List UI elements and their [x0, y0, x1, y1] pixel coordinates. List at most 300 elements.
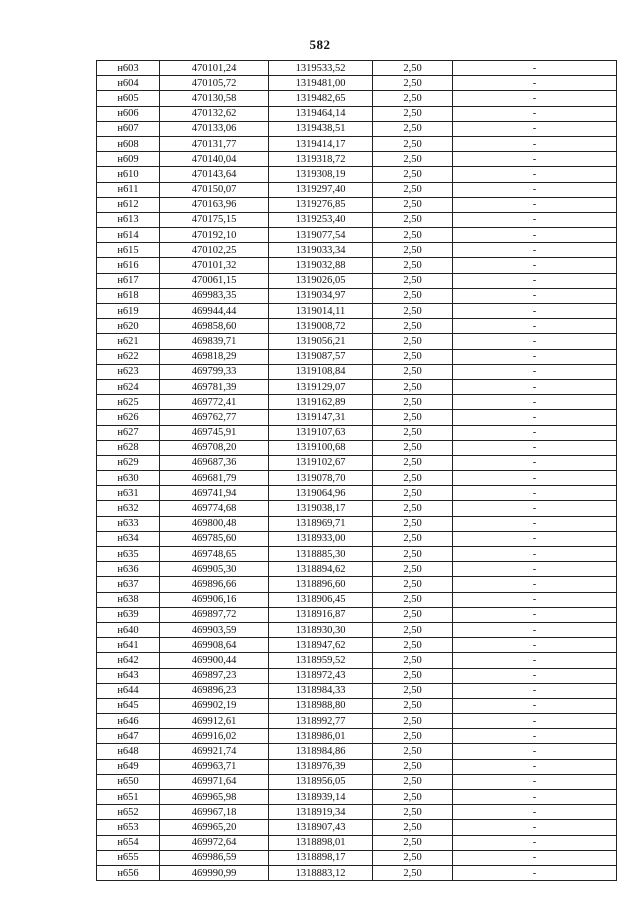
error-value-cell: 2,50 — [373, 76, 453, 91]
table-row — [97, 167, 617, 182]
error-value-cell: 2,50 — [373, 820, 453, 835]
note-cell: - — [453, 638, 617, 653]
point-id-cell: н648 — [97, 744, 160, 759]
point-id-cell: н649 — [97, 759, 160, 774]
table-row — [97, 653, 617, 668]
x-coordinate-cell: 469772,41 — [160, 395, 269, 410]
error-value-cell: 2,50 — [373, 607, 453, 622]
y-coordinate-cell: 1319253,40 — [269, 212, 373, 227]
y-coordinate-cell: 1319147,31 — [269, 410, 373, 425]
point-id-cell: н614 — [97, 228, 160, 243]
x-coordinate-cell: 469745,91 — [160, 425, 269, 440]
error-value-cell: 2,50 — [373, 744, 453, 759]
point-id-cell: н604 — [97, 76, 160, 91]
point-id-cell: н620 — [97, 319, 160, 334]
error-value-cell: 2,50 — [373, 410, 453, 425]
y-coordinate-cell: 1319107,63 — [269, 425, 373, 440]
y-coordinate-cell: 1318907,43 — [269, 820, 373, 835]
point-id-cell: н618 — [97, 288, 160, 303]
note-cell: - — [453, 744, 617, 759]
note-cell: - — [453, 152, 617, 167]
note-cell: - — [453, 364, 617, 379]
note-cell: - — [453, 410, 617, 425]
table-row — [97, 501, 617, 516]
x-coordinate-cell: 470130,58 — [160, 91, 269, 106]
y-coordinate-cell: 1319008,72 — [269, 319, 373, 334]
table-row — [97, 243, 617, 258]
table-row — [97, 319, 617, 334]
note-cell: - — [453, 805, 617, 820]
y-coordinate-cell: 1318894,62 — [269, 562, 373, 577]
x-coordinate-cell: 469897,72 — [160, 607, 269, 622]
note-cell: - — [453, 501, 617, 516]
y-coordinate-cell: 1319077,54 — [269, 228, 373, 243]
point-id-cell: н631 — [97, 486, 160, 501]
y-coordinate-cell: 1318959,52 — [269, 653, 373, 668]
point-id-cell: н656 — [97, 865, 160, 880]
y-coordinate-cell: 1319162,89 — [269, 395, 373, 410]
table-row — [97, 516, 617, 531]
y-coordinate-cell: 1318988,80 — [269, 698, 373, 713]
point-id-cell: н612 — [97, 197, 160, 212]
table-row — [97, 182, 617, 197]
note-cell: - — [453, 622, 617, 637]
note-cell: - — [453, 668, 617, 683]
note-cell: - — [453, 212, 617, 227]
table-row — [97, 197, 617, 212]
table-row — [97, 622, 617, 637]
error-value-cell: 2,50 — [373, 531, 453, 546]
y-coordinate-cell: 1319533,52 — [269, 61, 373, 76]
error-value-cell: 2,50 — [373, 197, 453, 212]
y-coordinate-cell: 1319014,11 — [269, 304, 373, 319]
note-cell: - — [453, 76, 617, 91]
y-coordinate-cell: 1318930,30 — [269, 622, 373, 637]
note-cell: - — [453, 395, 617, 410]
point-id-cell: н637 — [97, 577, 160, 592]
point-id-cell: н654 — [97, 835, 160, 850]
coordinates-table — [96, 60, 617, 881]
y-coordinate-cell: 1319438,51 — [269, 121, 373, 136]
y-coordinate-cell: 1318906,45 — [269, 592, 373, 607]
table-row — [97, 547, 617, 562]
note-cell: - — [453, 547, 617, 562]
note-cell: - — [453, 759, 617, 774]
error-value-cell: 2,50 — [373, 121, 453, 136]
y-coordinate-cell: 1318972,43 — [269, 668, 373, 683]
x-coordinate-cell: 469687,36 — [160, 455, 269, 470]
y-coordinate-cell: 1318933,00 — [269, 531, 373, 546]
table-row — [97, 136, 617, 151]
x-coordinate-cell: 469908,64 — [160, 638, 269, 653]
x-coordinate-cell: 469799,33 — [160, 364, 269, 379]
point-id-cell: н636 — [97, 562, 160, 577]
y-coordinate-cell: 1319414,17 — [269, 136, 373, 151]
error-value-cell: 2,50 — [373, 304, 453, 319]
point-id-cell: н634 — [97, 531, 160, 546]
x-coordinate-cell: 469965,20 — [160, 820, 269, 835]
x-coordinate-cell: 469965,98 — [160, 790, 269, 805]
table-row — [97, 577, 617, 592]
y-coordinate-cell: 1318984,33 — [269, 683, 373, 698]
table-row — [97, 91, 617, 106]
point-id-cell: н615 — [97, 243, 160, 258]
table-row — [97, 410, 617, 425]
note-cell: - — [453, 91, 617, 106]
point-id-cell: н651 — [97, 790, 160, 805]
note-cell: - — [453, 319, 617, 334]
error-value-cell: 2,50 — [373, 622, 453, 637]
x-coordinate-cell: 469774,68 — [160, 501, 269, 516]
error-value-cell: 2,50 — [373, 212, 453, 227]
x-coordinate-cell: 469681,79 — [160, 471, 269, 486]
coordinates-table-body — [97, 61, 617, 881]
point-id-cell: н635 — [97, 547, 160, 562]
note-cell: - — [453, 167, 617, 182]
note-cell: - — [453, 334, 617, 349]
note-cell: - — [453, 486, 617, 501]
point-id-cell: н610 — [97, 167, 160, 182]
error-value-cell: 2,50 — [373, 790, 453, 805]
note-cell: - — [453, 61, 617, 76]
error-value-cell: 2,50 — [373, 698, 453, 713]
error-value-cell: 2,50 — [373, 865, 453, 880]
table-row — [97, 395, 617, 410]
y-coordinate-cell: 1318898,17 — [269, 850, 373, 865]
error-value-cell: 2,50 — [373, 653, 453, 668]
x-coordinate-cell: 469906,16 — [160, 592, 269, 607]
x-coordinate-cell: 469902,19 — [160, 698, 269, 713]
point-id-cell: н609 — [97, 152, 160, 167]
y-coordinate-cell: 1319026,05 — [269, 273, 373, 288]
y-coordinate-cell: 1318898,01 — [269, 835, 373, 850]
note-cell: - — [453, 273, 617, 288]
note-cell: - — [453, 820, 617, 835]
point-id-cell: н655 — [97, 850, 160, 865]
error-value-cell: 2,50 — [373, 759, 453, 774]
x-coordinate-cell: 470105,72 — [160, 76, 269, 91]
note-cell: - — [453, 106, 617, 121]
note-cell: - — [453, 425, 617, 440]
x-coordinate-cell: 470132,62 — [160, 106, 269, 121]
note-cell: - — [453, 304, 617, 319]
point-id-cell: н644 — [97, 683, 160, 698]
table-row — [97, 759, 617, 774]
y-coordinate-cell: 1318976,39 — [269, 759, 373, 774]
y-coordinate-cell: 1318992,77 — [269, 714, 373, 729]
point-id-cell: н633 — [97, 516, 160, 531]
y-coordinate-cell: 1319108,84 — [269, 364, 373, 379]
point-id-cell: н653 — [97, 820, 160, 835]
error-value-cell: 2,50 — [373, 440, 453, 455]
table-row — [97, 790, 617, 805]
note-cell: - — [453, 774, 617, 789]
error-value-cell: 2,50 — [373, 729, 453, 744]
x-coordinate-cell: 470061,15 — [160, 273, 269, 288]
table-row — [97, 865, 617, 880]
x-coordinate-cell: 469818,29 — [160, 349, 269, 364]
x-coordinate-cell: 470192,10 — [160, 228, 269, 243]
error-value-cell: 2,50 — [373, 395, 453, 410]
error-value-cell: 2,50 — [373, 91, 453, 106]
y-coordinate-cell: 1318956,05 — [269, 774, 373, 789]
note-cell: - — [453, 258, 617, 273]
y-coordinate-cell: 1319318,72 — [269, 152, 373, 167]
table-row — [97, 76, 617, 91]
table-row — [97, 379, 617, 394]
point-id-cell: н640 — [97, 622, 160, 637]
x-coordinate-cell: 470143,64 — [160, 167, 269, 182]
x-coordinate-cell: 469963,71 — [160, 759, 269, 774]
error-value-cell: 2,50 — [373, 471, 453, 486]
point-id-cell: н632 — [97, 501, 160, 516]
error-value-cell: 2,50 — [373, 425, 453, 440]
error-value-cell: 2,50 — [373, 228, 453, 243]
table-row — [97, 61, 617, 76]
y-coordinate-cell: 1319087,57 — [269, 349, 373, 364]
note-cell: - — [453, 440, 617, 455]
y-coordinate-cell: 1319276,85 — [269, 197, 373, 212]
table-row — [97, 698, 617, 713]
table-row — [97, 334, 617, 349]
error-value-cell: 2,50 — [373, 683, 453, 698]
error-value-cell: 2,50 — [373, 577, 453, 592]
note-cell: - — [453, 714, 617, 729]
y-coordinate-cell: 1319102,67 — [269, 455, 373, 470]
table-row — [97, 607, 617, 622]
y-coordinate-cell: 1319482,65 — [269, 91, 373, 106]
note-cell: - — [453, 850, 617, 865]
point-id-cell: н607 — [97, 121, 160, 136]
error-value-cell: 2,50 — [373, 835, 453, 850]
error-value-cell: 2,50 — [373, 516, 453, 531]
table-row — [97, 471, 617, 486]
point-id-cell: н623 — [97, 364, 160, 379]
error-value-cell: 2,50 — [373, 273, 453, 288]
note-cell: - — [453, 243, 617, 258]
x-coordinate-cell: 470175,15 — [160, 212, 269, 227]
point-id-cell: н621 — [97, 334, 160, 349]
y-coordinate-cell: 1319308,19 — [269, 167, 373, 182]
x-coordinate-cell: 469972,64 — [160, 835, 269, 850]
point-id-cell: н613 — [97, 212, 160, 227]
table-row — [97, 455, 617, 470]
note-cell: - — [453, 455, 617, 470]
error-value-cell: 2,50 — [373, 562, 453, 577]
y-coordinate-cell: 1319129,07 — [269, 379, 373, 394]
note-cell: - — [453, 790, 617, 805]
point-id-cell: н627 — [97, 425, 160, 440]
note-cell: - — [453, 531, 617, 546]
error-value-cell: 2,50 — [373, 774, 453, 789]
x-coordinate-cell: 469800,48 — [160, 516, 269, 531]
y-coordinate-cell: 1318986,01 — [269, 729, 373, 744]
note-cell: - — [453, 607, 617, 622]
error-value-cell: 2,50 — [373, 167, 453, 182]
y-coordinate-cell: 1318939,14 — [269, 790, 373, 805]
y-coordinate-cell: 1319056,21 — [269, 334, 373, 349]
note-cell: - — [453, 228, 617, 243]
table-row — [97, 212, 617, 227]
note-cell: - — [453, 516, 617, 531]
x-coordinate-cell: 469741,94 — [160, 486, 269, 501]
point-id-cell: н617 — [97, 273, 160, 288]
table-row — [97, 106, 617, 121]
x-coordinate-cell: 469708,20 — [160, 440, 269, 455]
table-row — [97, 273, 617, 288]
point-id-cell: н622 — [97, 349, 160, 364]
x-coordinate-cell: 470150,07 — [160, 182, 269, 197]
x-coordinate-cell: 469944,44 — [160, 304, 269, 319]
note-cell: - — [453, 698, 617, 713]
table-row — [97, 486, 617, 501]
table-row — [97, 425, 617, 440]
error-value-cell: 2,50 — [373, 638, 453, 653]
table-row — [97, 638, 617, 653]
error-value-cell: 2,50 — [373, 379, 453, 394]
error-value-cell: 2,50 — [373, 547, 453, 562]
x-coordinate-cell: 469986,59 — [160, 850, 269, 865]
point-id-cell: н605 — [97, 91, 160, 106]
table-row — [97, 683, 617, 698]
note-cell: - — [453, 121, 617, 136]
y-coordinate-cell: 1318916,87 — [269, 607, 373, 622]
note-cell: - — [453, 349, 617, 364]
point-id-cell: н626 — [97, 410, 160, 425]
error-value-cell: 2,50 — [373, 106, 453, 121]
table-row — [97, 850, 617, 865]
point-id-cell: н645 — [97, 698, 160, 713]
error-value-cell: 2,50 — [373, 455, 453, 470]
point-id-cell: н630 — [97, 471, 160, 486]
x-coordinate-cell: 470102,25 — [160, 243, 269, 258]
error-value-cell: 2,50 — [373, 592, 453, 607]
table-row — [97, 121, 617, 136]
error-value-cell: 2,50 — [373, 486, 453, 501]
note-cell: - — [453, 471, 617, 486]
x-coordinate-cell: 470163,96 — [160, 197, 269, 212]
table-row — [97, 668, 617, 683]
x-coordinate-cell: 469971,64 — [160, 774, 269, 789]
x-coordinate-cell: 469762,77 — [160, 410, 269, 425]
error-value-cell: 2,50 — [373, 668, 453, 683]
point-id-cell: н603 — [97, 61, 160, 76]
x-coordinate-cell: 469990,99 — [160, 865, 269, 880]
note-cell: - — [453, 865, 617, 880]
error-value-cell: 2,50 — [373, 288, 453, 303]
error-value-cell: 2,50 — [373, 152, 453, 167]
page-number: 582 — [309, 37, 331, 52]
error-value-cell: 2,50 — [373, 182, 453, 197]
x-coordinate-cell: 469912,61 — [160, 714, 269, 729]
x-coordinate-cell: 469897,23 — [160, 668, 269, 683]
table-row — [97, 592, 617, 607]
point-id-cell: н628 — [97, 440, 160, 455]
table-row — [97, 820, 617, 835]
y-coordinate-cell: 1319078,70 — [269, 471, 373, 486]
point-id-cell: н641 — [97, 638, 160, 653]
error-value-cell: 2,50 — [373, 243, 453, 258]
y-coordinate-cell: 1318919,34 — [269, 805, 373, 820]
table-row — [97, 258, 617, 273]
x-coordinate-cell: 469967,18 — [160, 805, 269, 820]
table-row — [97, 714, 617, 729]
point-id-cell: н625 — [97, 395, 160, 410]
y-coordinate-cell: 1319032,88 — [269, 258, 373, 273]
table-row — [97, 364, 617, 379]
point-id-cell: н619 — [97, 304, 160, 319]
y-coordinate-cell: 1318896,60 — [269, 577, 373, 592]
table-row — [97, 531, 617, 546]
y-coordinate-cell: 1318883,12 — [269, 865, 373, 880]
x-coordinate-cell: 470101,24 — [160, 61, 269, 76]
y-coordinate-cell: 1318885,30 — [269, 547, 373, 562]
y-coordinate-cell: 1318969,71 — [269, 516, 373, 531]
error-value-cell: 2,50 — [373, 364, 453, 379]
y-coordinate-cell: 1319297,40 — [269, 182, 373, 197]
point-id-cell: н639 — [97, 607, 160, 622]
point-id-cell: н652 — [97, 805, 160, 820]
y-coordinate-cell: 1318984,86 — [269, 744, 373, 759]
point-id-cell: н646 — [97, 714, 160, 729]
x-coordinate-cell: 469748,65 — [160, 547, 269, 562]
point-id-cell: н647 — [97, 729, 160, 744]
table-row — [97, 562, 617, 577]
error-value-cell: 2,50 — [373, 334, 453, 349]
point-id-cell: н606 — [97, 106, 160, 121]
note-cell: - — [453, 379, 617, 394]
x-coordinate-cell: 469903,59 — [160, 622, 269, 637]
point-id-cell: н624 — [97, 379, 160, 394]
note-cell: - — [453, 136, 617, 151]
y-coordinate-cell: 1319481,00 — [269, 76, 373, 91]
error-value-cell: 2,50 — [373, 805, 453, 820]
error-value-cell: 2,50 — [373, 349, 453, 364]
y-coordinate-cell: 1319033,34 — [269, 243, 373, 258]
error-value-cell: 2,50 — [373, 61, 453, 76]
x-coordinate-cell: 470131,77 — [160, 136, 269, 151]
table-row — [97, 835, 617, 850]
y-coordinate-cell: 1319064,96 — [269, 486, 373, 501]
table-row — [97, 304, 617, 319]
table-row — [97, 774, 617, 789]
note-cell: - — [453, 653, 617, 668]
table-row — [97, 805, 617, 820]
table-row — [97, 228, 617, 243]
table-row — [97, 349, 617, 364]
point-id-cell: н608 — [97, 136, 160, 151]
x-coordinate-cell: 470140,04 — [160, 152, 269, 167]
x-coordinate-cell: 469896,23 — [160, 683, 269, 698]
x-coordinate-cell: 469781,39 — [160, 379, 269, 394]
point-id-cell: н638 — [97, 592, 160, 607]
x-coordinate-cell: 469858,60 — [160, 319, 269, 334]
y-coordinate-cell: 1319100,68 — [269, 440, 373, 455]
table-row — [97, 288, 617, 303]
y-coordinate-cell: 1319034,97 — [269, 288, 373, 303]
x-coordinate-cell: 469785,60 — [160, 531, 269, 546]
error-value-cell: 2,50 — [373, 319, 453, 334]
note-cell: - — [453, 562, 617, 577]
x-coordinate-cell: 469905,30 — [160, 562, 269, 577]
table-row — [97, 440, 617, 455]
x-coordinate-cell: 469916,02 — [160, 729, 269, 744]
note-cell: - — [453, 729, 617, 744]
note-cell: - — [453, 577, 617, 592]
point-id-cell: н611 — [97, 182, 160, 197]
table-row — [97, 729, 617, 744]
x-coordinate-cell: 469896,66 — [160, 577, 269, 592]
